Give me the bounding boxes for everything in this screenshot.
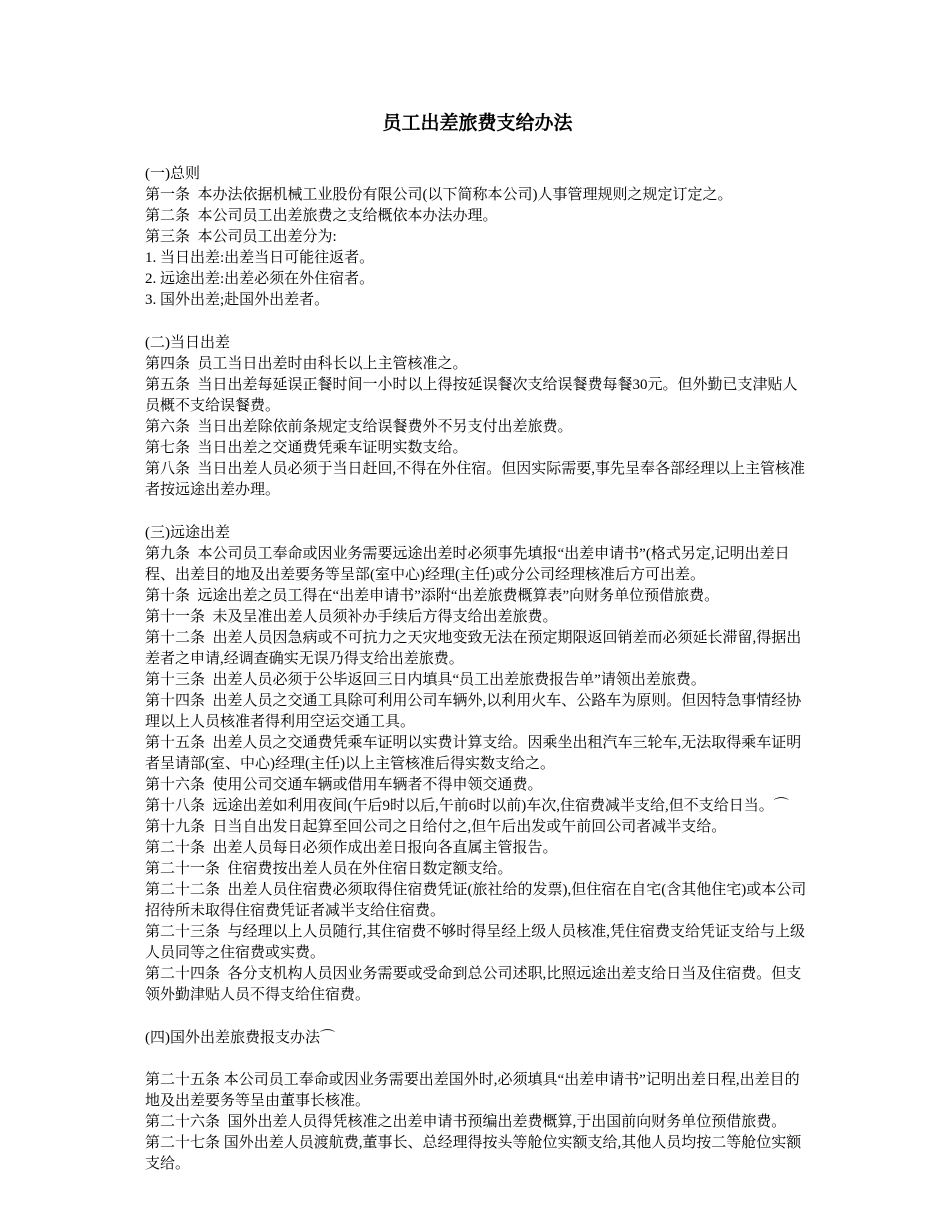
paragraph: 3. 国外出差;赴国外出差者。 [145, 292, 330, 308]
section [145, 523, 810, 1006]
paragraph: 第六条 当日出差除依前条规定支给误餐费外不另支付出差旅费。 [145, 419, 573, 435]
paragraph: 第二十五条 本公司员工奉命或因业务需要出差国外时,必须填具“出差申请书”记明出差日程,出差目的地及出差要务等呈由董事长核准。 [145, 1072, 800, 1109]
paragraph: 第三条 本公司员工出差分为: [145, 229, 337, 245]
section [145, 1028, 810, 1175]
paragraph: 第七条 当日出差之交通费凭乘车证明实数支给。 [145, 440, 468, 456]
section-heading: (三)远途出差 [145, 525, 230, 541]
paragraph: 2. 远途出差:出差必须在外住宿者。 [145, 271, 375, 287]
paragraph: 第八条 当日出差人员必须于当日赶回,不得在外住宿。但因实际需要,事先呈奉各部经理以上主管核准者按远途出差办理。 [145, 461, 806, 498]
paragraph: 第九条 本公司员工奉命或因业务需要远途出差时必须事先填报“出差申请书”(格式另定,记明出差日程、出差目的地及出差要务等呈部(室中心)经理(主任)或分公司经理核准后方可出差。 [145, 546, 790, 583]
document-body [145, 164, 810, 1175]
paragraph: 1. 当日出差:出差当日可能往返者。 [145, 250, 375, 266]
paragraph: 第二十条 出差人员每日必须作成出差日报向各直属主管报告。 [145, 840, 558, 856]
paragraph: 第二十六条 国外出差人员得凭核准之出差申请书预编出差费概算,于出国前向财务单位预借旅费。 [145, 1114, 787, 1130]
paragraph: 第十四条 出差人员之交通工具除可利用公司车辆外,以利用火车、公路车为原则。但因特急事情经协理以上人员核准者得利用空运交通工具。 [145, 693, 802, 730]
paragraph: 第十三条 出差人员必须于公毕返回三日内填具“员工出差旅费报告单”请领出差旅费。 [145, 672, 706, 688]
paragraph: 第十六条 使用公司交通车辆或借用车辆者不得申领交通费。 [145, 777, 543, 793]
paragraph: 第十八条 远途出差如利用夜间(午后9时以后,午前6时以前)车次,住宿费减半支给,但不支给日当。⌒ [145, 798, 789, 814]
paragraph: 第十九条 日当自出发日起算至回公司之日给付之,但午后出发或午前回公司者减半支给。 [145, 819, 727, 835]
paragraph: 第四条 员工当日出差时由科长以上主管核准之。 [145, 356, 468, 372]
paragraph: 第二十二条 出差人员住宿费必须取得住宿费凭证(旅社给的发票),但住宿在自宅(含其他住宅)或本公司招待所未取得住宿费凭证者减半支给住宿费。 [145, 882, 807, 919]
paragraph: 第二十四条 各分支机构人员因业务需要或受命到总公司述职,比照远途出差支给日当及住宿费。但支领外勤津贴人员不得支给住宿费。 [145, 966, 802, 1003]
section-heading: (二)当日出差 [145, 335, 230, 351]
paragraph: 第二十三条 与经理以上人员随行,其住宿费不够时得呈经上级人员核准,凭住宿费支给凭证支给与上级人员同等之住宿费或实费。 [145, 924, 806, 961]
paragraph: 第十一条 未及呈准出差人员须补办手续后方得支给出差旅费。 [145, 609, 558, 625]
paragraph: 第一条 本办法依据机械工业股份有限公司(以下简称本公司)人事管理规则之规定订定之。 [145, 187, 733, 203]
section-heading: (一)总则 [145, 166, 200, 182]
section-heading: (四)国外出差旅费报支办法⌒ [145, 1030, 335, 1046]
paragraph: 第十五条 出差人员之交通费凭乘车证明以实费计算支给。因乘坐出租汽车三轮车,无法取得乘车证明者呈请部(室、中心)经理(主任)以上主管核准后得实数支给之。 [145, 735, 802, 772]
section [145, 164, 810, 311]
paragraph: 第十二条 出差人员因急病或不可抗力之天灾地变致无法在预定期限返回销差而必须延长滞留,得据出差者之申请,经调查确实无误乃得支给出差旅费。 [145, 630, 802, 667]
document-title: 员工出差旅费支给办法 [382, 113, 573, 134]
paragraph: 第十条 远途出差之员工得在“出差申请书”添附“出差旅费概算表”向财务单位预借旅费。 [145, 588, 720, 604]
paragraph: 第五条 当日出差每延误正餐时间一小时以上得按延误餐次支给误餐费每餐30元。但外勤已支津贴人员概不支给误餐费。 [145, 377, 798, 414]
paragraph: 第二十七条 国外出差人员渡航费,董事长、总经理得按头等舱位实额支给,其他人员均按二等舱位实额支给。 [145, 1135, 802, 1172]
paragraph: 第二十一条 住宿费按出差人员在外住宿日数定额支给。 [145, 861, 513, 877]
paragraph: 第二条 本公司员工出差旅费之支给概依本办法办理。 [145, 208, 498, 224]
section [145, 333, 810, 501]
